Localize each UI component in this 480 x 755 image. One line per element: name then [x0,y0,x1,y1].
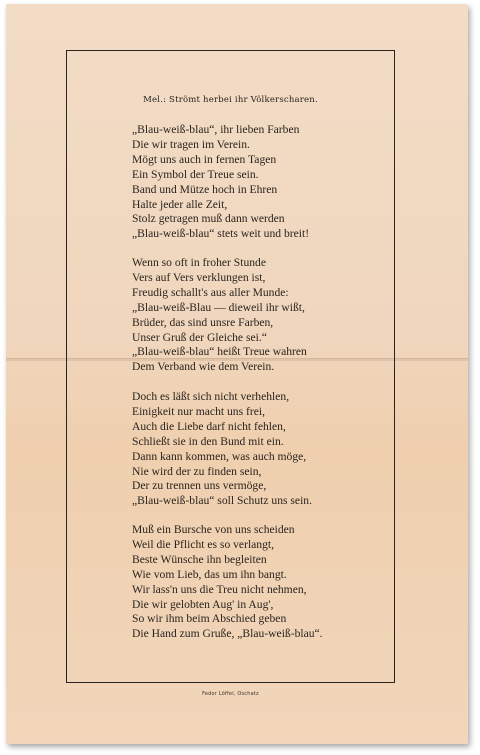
verse-line: Schließt sie in den Bund mit ein. [132,434,284,448]
verse-line: Wenn so oft in froher Stunde [132,256,266,269]
verse-line: „Blau-weiß-blau“ stets weit und breit! [132,227,310,241]
verse-line: Muß ein Bursche von uns scheiden [132,523,295,536]
verse-line: Freudig schallt's aus aller Munde: [132,285,289,299]
verse-line: Beste Wünsche ihn begleiten [132,552,267,566]
verse-line: Die wir tragen im Verein. [132,137,250,151]
verse-line: Die Hand zum Gruße, „Blau-weiß-blau“. [132,627,323,641]
verse-line: Der zu trennen uns vermöge, [132,479,267,493]
verse-line: Unser Gruß der Gleiche sei.“ [132,330,267,344]
verse-line: Mögt uns auch in fernen Tagen [132,152,277,166]
verse-line: Auch die Liebe darf nicht fehlen, [132,419,286,433]
verse-line: „Blau-weiß-blau“, ihr lieben Farben [132,123,300,136]
verse-line: Stolz getragen muß dann werden [132,212,285,226]
melody-note: Mel.: Strömt herbei ihr Völkerscharen. [143,95,318,105]
verse-line: „Blau-weiß-blau“ heißt Treue wahren [132,345,307,359]
verse-line: Brüder, das sind unsre Farben, [132,315,274,329]
verse-line: Dann kann kommen, was auch möge, [132,449,307,463]
verse-line: Ein Symbol der Treue sein. [132,167,259,181]
verse-line: Doch es läßt sich nicht verhehlen, [132,390,290,403]
printer-imprint: Fedor Löffel, Oschatz [202,691,259,697]
verse-line: „Blau-weiß-Blau — dieweil ihr wißt, [132,300,305,314]
verse-line: Band und Mütze hoch in Ehren [132,182,278,196]
verse-line: Vers auf Vers verklungen ist, [132,270,266,284]
stanza-4 [132,523,392,642]
verse-line: Wir lass'n uns die Treu nicht nehmen, [132,582,307,596]
verse-line: Weil die Pflicht es so verlangt, [132,537,275,551]
stanza-3 [132,390,392,509]
verse-line: Wie vom Lieb, das um ihn bangt. [132,567,287,581]
verse-line: Dem Verband wie dem Verein. [132,360,275,374]
verse-line: „Blau-weiß-blau“ soll Schutz uns sein. [132,494,312,508]
verse-line: Die wir gelobten Aug' in Aug', [132,597,274,611]
verse-line: Nie wird der zu finden sein, [132,464,262,478]
verse-line: Halte jeder alle Zeit, [132,197,228,211]
stanza-2 [132,256,392,375]
stanza-1 [132,123,392,242]
verse-line: So wir ihm beim Abschied geben [132,612,287,626]
verse-line: Einigkeit nur macht uns frei, [132,404,265,418]
